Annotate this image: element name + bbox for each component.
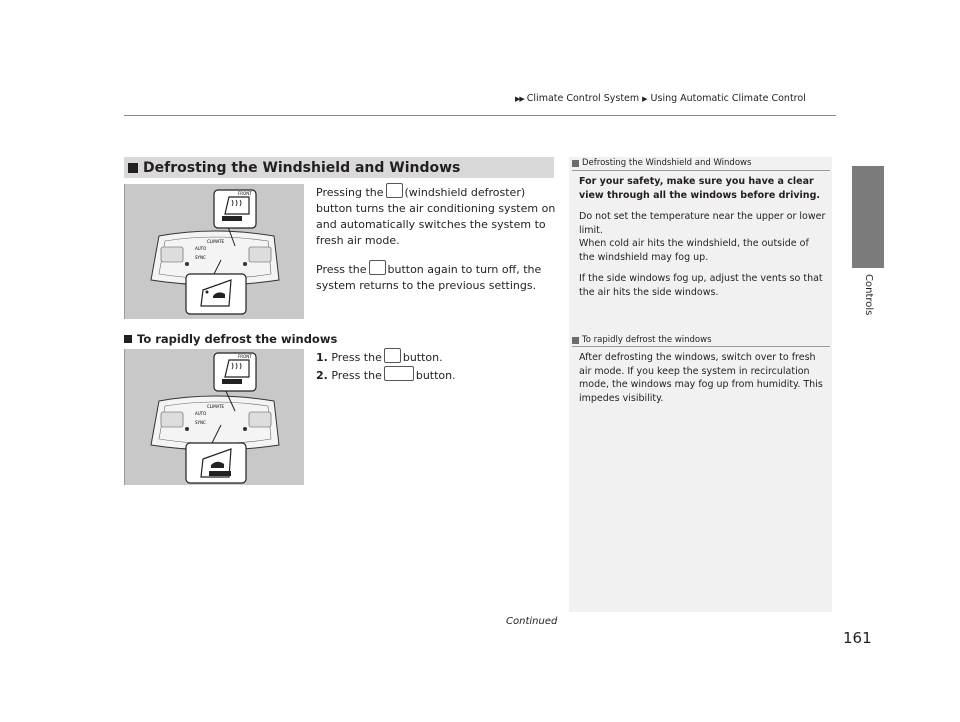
step-1-lead: Press the [331,351,382,364]
note-1-title-text: Defrosting the Windshield and Windows [582,158,752,168]
step-1-rest: button. [402,351,443,364]
breadcrumb [515,93,806,104]
panel-label-auto: AUTO [195,411,207,416]
panel-label-sync: SYNC [195,420,206,425]
note-2-paragraph-1: After defrosting the windows, switch over to fresh air mode. If you keep the system in recirculation mode, the windows may fog up from humidity. This impedes visibility. [579,352,823,404]
note-2-body [579,351,827,413]
note-2-rule [572,346,830,347]
side-tab-label: Controls [863,274,874,316]
continued-label: Continued [506,616,558,627]
section-square-icon [124,335,132,343]
climate-panel-illustration [125,349,304,485]
front-defrost-icon [386,183,403,198]
para2-lead: Press the [316,263,367,276]
steps-list [316,348,556,384]
front-defrost-icon [384,348,401,363]
paragraph-defroster-off [316,260,546,294]
climate-panel-illustration [125,184,304,319]
arrow-icon: ▶ [642,94,648,103]
section-title-bar [124,157,554,178]
page-number: 161 [843,629,872,647]
defrost-front-label: FRONT [238,191,252,196]
panel-label-climate: CLIMATE [207,404,225,409]
step-2-number: 2. [316,369,328,382]
double-arrow-icon: ▶▶ [515,94,524,103]
step-2-lead: Press the [331,369,382,382]
note-1-paragraph-1: Do not set the temperature near the upper or lower limit. [579,211,826,236]
figure-defroster-panel [124,184,304,319]
step-2-rest: button. [415,369,456,382]
para1-rest: (windshield defroster) button turns the air conditioning system on and automatically switches the system to fresh air mode. [316,186,556,247]
note-1-title [572,158,751,168]
figure-rapid-defrost-panel [124,349,304,485]
note-2-title [572,335,712,345]
note-badge-icon [572,337,579,344]
panel-label-climate: CLIMATE [207,239,225,244]
note-1-paragraph-2: When cold air hits the windshield, the outside of the windshield may fog up. [579,238,809,263]
para2-rest: button again to turn off, the system returns to the previous settings. [316,263,542,292]
header-rule [124,115,836,116]
paragraph-defroster [316,183,556,249]
note-badge-icon [572,160,579,167]
note-1-body [579,175,827,307]
subsection-heading [124,332,337,346]
panel-label-sync: SYNC [195,255,206,260]
step-2 [316,366,556,384]
section-title: Defrosting the Windshield and Windows [143,159,461,176]
note-1-warning: For your safety, make sure you have a clear view through all the windows before driving. [579,176,820,201]
recirculation-icon [384,366,414,381]
front-defrost-icon [369,260,386,275]
note-1-paragraph-3: If the side windows fog up, adjust the vents so that the air hits the side windows. [579,273,823,298]
section-square-icon [128,163,138,173]
para1-lead: Pressing the [316,186,384,199]
breadcrumb-part-1: Climate Control System [526,93,640,104]
note-1-rule [572,170,830,171]
note-2-title-text: To rapidly defrost the windows [582,335,712,345]
panel-label-auto: AUTO [195,246,207,251]
defrost-front-label: FRONT [238,354,252,359]
step-1-number: 1. [316,351,328,364]
breadcrumb-part-2: Using Automatic Climate Control [650,93,806,104]
subsection-title: To rapidly defrost the windows [137,332,338,346]
step-1 [316,348,556,366]
side-tab [852,274,884,344]
side-tab-block [852,166,884,268]
